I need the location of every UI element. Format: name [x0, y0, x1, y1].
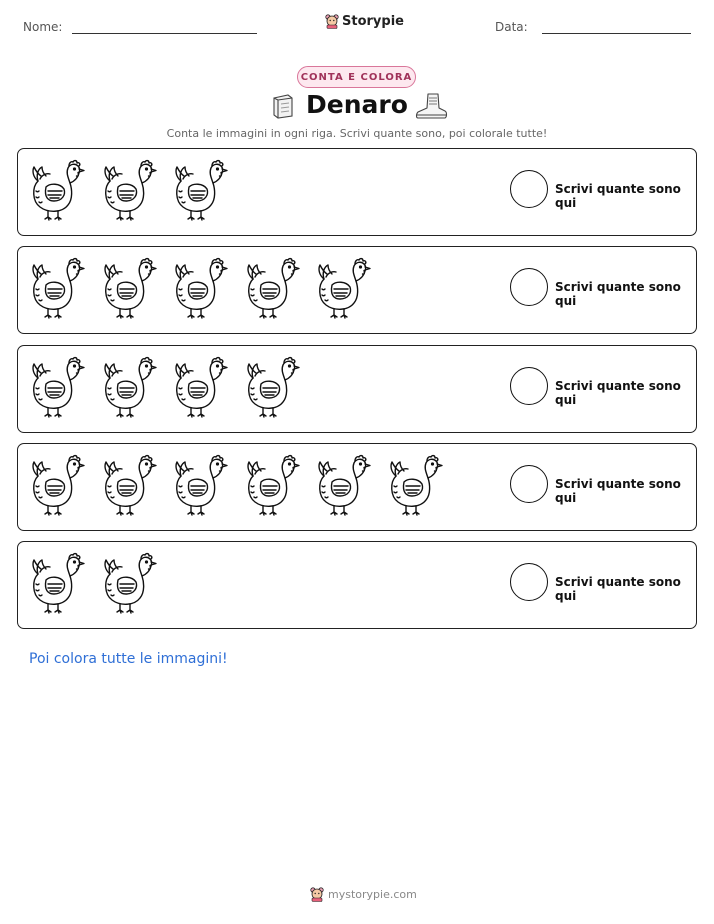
hen-group [28, 452, 457, 518]
answer-label: Scrivi quante sono qui [555, 182, 681, 210]
hen-icon [314, 452, 374, 518]
answer-label: Scrivi quante sono qui [555, 575, 681, 604]
date-line[interactable] [542, 33, 691, 34]
hen-icon [100, 452, 160, 518]
bear-logo-icon [325, 13, 339, 29]
date-label: Data: [495, 20, 528, 34]
counting-row [17, 148, 697, 236]
worksheet-title: Denaro [306, 90, 408, 119]
name-line[interactable] [72, 33, 257, 34]
hen-icon [171, 452, 231, 518]
footer-url: mystorypie.com [328, 887, 417, 901]
activity-badge: CONTA E COLORA [297, 66, 416, 88]
name-label: Nome: [23, 20, 63, 34]
hen-icon [28, 157, 88, 223]
hen-icon [171, 255, 231, 321]
answer-circle[interactable] [510, 170, 548, 208]
counting-row [17, 246, 697, 334]
hen-group [28, 157, 243, 223]
hen-icon [100, 354, 160, 420]
hen-icon [100, 550, 160, 616]
instructions: Conta le immagini in ogni riga. Scrivi quante sono, poi colorale tutte! [166, 127, 548, 140]
counting-row [17, 443, 697, 531]
answer-label: Scrivi quante sono qui [555, 378, 681, 407]
hen-group [28, 550, 171, 616]
brand-logo [325, 13, 404, 29]
answer-circle[interactable] [510, 367, 548, 405]
counting-row [17, 345, 697, 433]
hen-icon [243, 354, 303, 420]
hen-group [28, 354, 314, 420]
footer-note: Poi colora tutte le immagini! [29, 651, 228, 667]
hen-icon [171, 354, 231, 420]
boot-icon [414, 92, 448, 122]
answer-circle[interactable] [510, 465, 548, 503]
bear-logo-icon [310, 886, 324, 902]
hen-group [28, 255, 386, 321]
counting-row [17, 541, 697, 629]
hen-icon [100, 255, 160, 321]
hen-icon [243, 255, 303, 321]
answer-label: Scrivi quante sono qui [555, 476, 681, 505]
hen-icon [100, 157, 160, 223]
answer-circle[interactable] [510, 268, 548, 306]
hen-icon [386, 452, 446, 518]
answer-label: Scrivi quante sono qui [555, 280, 681, 309]
hen-icon [243, 452, 303, 518]
hen-icon [171, 157, 231, 223]
footer-brand [310, 886, 417, 902]
hen-icon [314, 255, 374, 321]
hen-icon [28, 255, 88, 321]
hen-icon [28, 550, 88, 616]
hen-icon [28, 452, 88, 518]
hen-icon [28, 354, 88, 420]
brand-name: Storypie [342, 13, 404, 29]
answer-circle[interactable] [510, 563, 548, 601]
